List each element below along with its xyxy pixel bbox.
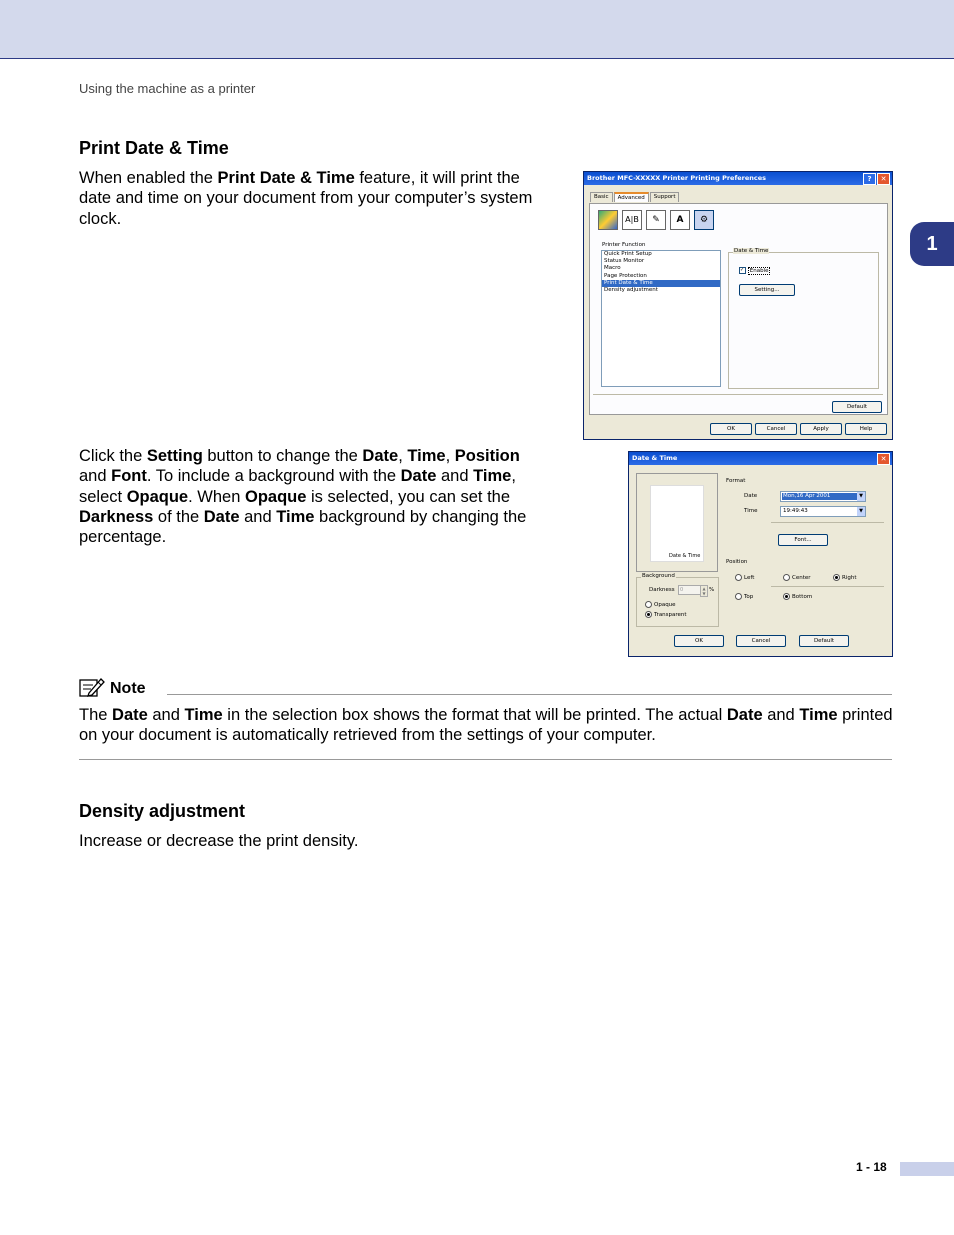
text-run: When enabled the (79, 169, 218, 187)
text-run: and (239, 507, 277, 526)
time-format-value: 19:49:43 (783, 508, 808, 514)
footer-bar (900, 1162, 954, 1176)
radio-selected-icon (833, 574, 840, 581)
chevron-down-icon[interactable]: ▼ (857, 507, 865, 516)
darkness-label: Darkness (649, 587, 675, 593)
format-label: Format (726, 478, 746, 484)
font-button[interactable]: Font... (778, 534, 828, 546)
text-run: and (147, 706, 185, 724)
page-number: 1 - 18 (856, 1160, 887, 1174)
function-list[interactable] (601, 250, 721, 387)
preview-frame (636, 473, 718, 572)
text-run: button to change the (202, 447, 363, 465)
dialog-title: Date & Time (632, 454, 678, 462)
function-list-item[interactable]: Macro (604, 265, 621, 272)
position-bottom-radio[interactable] (783, 593, 812, 600)
bold-term: Date (112, 706, 148, 724)
bold-term: Time (473, 467, 512, 486)
note-text (79, 705, 894, 746)
section-heading-density: Density adjustment (79, 801, 246, 821)
opaque-radio[interactable] (645, 601, 676, 608)
text-run: and (436, 467, 474, 486)
tab-advanced[interactable]: Advanced (614, 192, 649, 202)
text-run: Click the (79, 447, 147, 465)
radio-icon (735, 574, 742, 581)
help-button[interactable]: Help (845, 423, 887, 435)
bold-term: Date (400, 467, 437, 486)
position-top-radio[interactable] (735, 593, 753, 600)
text-run: is selected, you can set the (306, 487, 511, 506)
device-options-icon[interactable]: ⚙ (694, 210, 714, 230)
checkbox-check-icon: ✓ (740, 267, 745, 273)
dialog-titlebar (629, 452, 892, 465)
transparent-radio[interactable] (645, 611, 687, 618)
close-icon[interactable]: ✕ (877, 173, 890, 185)
note-label: Note (110, 680, 146, 697)
text-run: , select (79, 467, 516, 506)
background-group-label: Background (642, 573, 675, 579)
text-run: The (79, 706, 113, 724)
text-run: . To include a background with the (146, 467, 401, 486)
position-bottom-label: Bottom (792, 594, 813, 600)
default-button[interactable]: Default (832, 401, 882, 413)
text-run: background by changing the percentage. (79, 507, 527, 547)
printing-preferences-dialog (583, 171, 893, 440)
bold-term: Font (111, 467, 147, 486)
ok-button[interactable]: OK (674, 635, 724, 647)
bold-term: Time (799, 706, 838, 724)
time-format-select[interactable] (780, 506, 866, 517)
bold-term: Date (362, 447, 399, 465)
bold-term: Time (407, 447, 446, 465)
function-list-item[interactable]: Status Monitor (604, 258, 645, 265)
position-right-radio[interactable] (833, 574, 856, 581)
text-run: , (445, 447, 455, 465)
radio-icon (783, 574, 790, 581)
page-setting-icon[interactable]: A (670, 210, 690, 230)
icon-toolbar (598, 210, 714, 230)
function-list-item[interactable]: Print Date & Time (602, 280, 720, 287)
background-group (636, 573, 719, 627)
percent-label: % (709, 587, 715, 593)
cancel-button[interactable]: Cancel (755, 423, 797, 435)
date-format-select[interactable] (780, 491, 866, 502)
date-time-group-label: Date & Time (734, 248, 769, 254)
chapter-tab: 1 (910, 222, 954, 266)
function-list-item[interactable]: Page Protection (604, 272, 647, 279)
radio-icon (735, 593, 742, 600)
opaque-label: Opaque (654, 602, 676, 608)
tab-panel (589, 203, 888, 415)
preview-caption: Date & Time (669, 553, 701, 559)
position-top-label: Top (744, 594, 754, 600)
function-list-items (602, 251, 720, 294)
position-left-label: Left (744, 575, 755, 581)
position-divider (771, 586, 884, 587)
bold-term: Time (276, 507, 315, 526)
text-run: in the selection box shows the format that will be printed. The actual (222, 706, 727, 724)
tab-support[interactable]: Support (650, 192, 680, 202)
function-list-item[interactable]: Quick Print Setup (604, 251, 652, 257)
bold-term: Opaque (126, 487, 189, 506)
close-icon[interactable]: ✕ (877, 453, 890, 465)
section-heading-print-date-time: Print Date & Time (79, 138, 229, 158)
default-button[interactable]: Default (799, 635, 849, 647)
radio-selected-icon (645, 611, 652, 618)
chevron-down-icon[interactable]: ▼ (857, 492, 865, 501)
date-label: Date (744, 493, 758, 499)
date-time-dialog (628, 451, 893, 657)
paragraph-setting-instructions (79, 446, 544, 547)
time-label: Time (744, 508, 758, 514)
function-list-item[interactable]: Density adjustment (604, 287, 658, 294)
bold-term: Date (203, 507, 240, 526)
radio-selected-icon (783, 593, 790, 600)
enable-checkbox[interactable] (739, 267, 770, 274)
text-run: of the (153, 507, 204, 526)
darkness-input[interactable]: 0 (678, 585, 701, 595)
paragraph-print-date-time (79, 168, 549, 229)
help-icon[interactable]: ? (863, 173, 876, 185)
text-run: . When (188, 487, 245, 506)
setting-button[interactable]: Setting... (739, 284, 795, 296)
density-text: Increase or decrease the print density. (79, 832, 359, 850)
cancel-button[interactable]: Cancel (736, 635, 786, 647)
print-quality-icon[interactable] (598, 210, 618, 230)
note-top-rule (167, 694, 892, 695)
format-divider (771, 522, 884, 523)
bold-term: Position (454, 447, 520, 465)
apply-button[interactable]: Apply (800, 423, 842, 435)
note-pencil-icon (79, 676, 105, 698)
preview-page (650, 485, 704, 562)
watermark-icon[interactable]: ✎ (646, 210, 666, 230)
text-run: and (79, 467, 112, 486)
running-title: Using the machine as a printer (79, 81, 256, 96)
bold-term: Darkness (79, 507, 154, 526)
ok-button[interactable]: OK (710, 423, 752, 435)
dialog-titlebar (584, 172, 892, 185)
header-band (0, 0, 954, 59)
text-run: feature, it will print the date and time on your document from your computer’s system clock. (79, 169, 533, 228)
darkness-spinner-icon[interactable]: ▲ ▼ (700, 585, 708, 597)
bold-term: Date (726, 706, 763, 724)
position-label: Position (726, 559, 748, 565)
position-center-radio[interactable] (783, 574, 811, 581)
note-bottom-rule (79, 759, 892, 760)
text-run: , (398, 447, 408, 465)
date-format-value: Mon,16 Apr 2001 (782, 493, 857, 500)
radio-icon (645, 601, 652, 608)
duplex-icon[interactable]: A|B (622, 210, 642, 230)
transparent-label: Transparent (654, 612, 687, 618)
panel-divider (593, 394, 883, 395)
text-run: printed on your document is automatically retrieved from the settings of your computer. (79, 706, 893, 745)
position-right-label: Right (842, 575, 857, 581)
position-left-radio[interactable] (735, 574, 754, 581)
bold-term: Time (184, 706, 223, 724)
bold-term: Print Date & Time (217, 169, 355, 187)
tab-strip (590, 192, 679, 202)
position-center-label: Center (792, 575, 811, 581)
bold-term: Opaque (244, 487, 307, 506)
text-run: and (762, 706, 800, 724)
tab-basic[interactable]: Basic (590, 192, 613, 202)
printer-function-label: Printer Function (602, 242, 646, 248)
dialog-title: Brother MFC-XXXXX Printer Printing Preferences (587, 174, 767, 182)
bold-term: Setting (146, 447, 203, 465)
enable-label: Enable (749, 268, 769, 274)
date-time-group (728, 248, 879, 389)
